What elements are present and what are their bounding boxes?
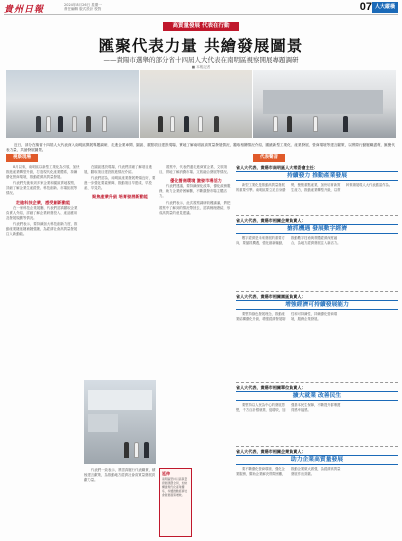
paragraph: 在園區建設現場，代表們詳細了解項目進展，聽取項目建設推進情況介紹。 [84,165,153,175]
section-subheading: 走進科技企業，感受創新動能 [15,199,71,205]
main-headline: 匯聚代表力量 共繪發展圖景 [98,36,304,55]
kicker-banner: 高質量發展 代表在行動 [163,22,239,31]
section-label-scene: 視察現場 [6,154,38,162]
interview-body: 數字經濟是未來發展的重要方向，要搶抓機遇，強化創新驅動，推動數字技術與實體經濟深度融合，為地方經濟發展注入新活力。 [236,236,341,245]
interview-headline: 搶抓機遇 發展數字經濟 [236,224,398,234]
paragraph: 視察中，代表們還走進商貿企業、文旅項目，實地了解消費市場、文旅融合發展等情況。 [159,165,231,175]
newspaper-logo: 貴州日報 [4,5,45,15]
interview-block-4 [236,385,398,447]
paragraph: 代表們建議，要持續深化改革，優化政務服務，助力企業紓困解難，不斷激發市場主體活力。 [159,184,231,199]
interview-body: 要堅持綠色發展理念，推動產業結構優化升級，增強經濟發展韌性和可持續性，持續優化營商環境，服務企業發展。 [236,312,338,321]
paragraph: 8月以來，南明區以新型工業化為引領，加快推進產業轉型升級，打造現代化產業體系，持續優化營商環境，推動經濟高質量發展。 [6,165,80,180]
photo-visit-1 [6,70,139,138]
interview-body: 新型工業化是推動高質量發展的重要引擎。南明區要立足自身優勢，聚焦重點產業，加快培育新質生產力，推動產業轉型升級，以實幹實績展現人大代表擔當作為。 [236,183,393,192]
byline: ■ 本報記者 [191,65,211,69]
inset-box [159,468,192,537]
masthead-info [64,3,124,11]
inset-body: 南明區堅持以高質量發展統攬全局，加快構建現代化產業體系，持續推動經濟社會發展提質增效。 [162,477,188,497]
interview-speaker: 省人大代表、貴陽市相關園區負責人： [236,294,306,299]
subheadline: ——貴陽市選舉的部分省十四屆人大代表在南明區視察開展專題調研 [103,56,299,64]
interview-headline: 擴大就業 改善民生 [236,391,398,401]
interview-body: 要不斷優化營商環境，強化企業服務，幫助企業解決實際困難，推動企業做大做強，為經濟高質量發展作出貢獻。 [236,467,341,476]
divider [236,215,398,216]
lede-paragraph: 近日，部分在築省十四屆人大代表深入南明區開展專題調研，走進企業車間、園區、重點項目建設現場，實地了解南明區高質量發展情況，聽取相關情況介紹，圍繞新型工業化、產業發展、營商環境等建言獻策，以實際行動履職盡責，匯聚代表力量，共繪發展圖景。 [6,143,395,153]
paragraph: 在一家科技企業展廳，代表們認真聽取企業負責人介紹，詳細了解企業研發投入、產品應用及發展規劃等情況。 [6,205,78,220]
section-subheading: 優化營商環境 激發市場活力 [170,178,222,184]
section-label-voices: 代表聲音 [253,154,285,162]
interview-headline: 助力企業高質量發展 [236,455,398,465]
interview-speaker: 省人大代表、貴陽市相關企業負責人： [236,218,306,223]
article-column-3 [159,165,233,465]
interview-speaker: 省人大代表、貴陽市南明區人大常委會主任： [236,165,318,170]
article-column-1 [6,165,80,537]
article-column-2 [84,165,156,377]
interview-headline: 增強經濟可持續發展能力 [236,300,398,310]
interview-block-1 [236,165,398,211]
divider [236,446,398,447]
page-number: 07 [359,1,372,13]
section-tag: 人大縱橫 [372,2,398,13]
production-line [263,90,383,114]
photo-visit-2 [140,70,252,138]
interview-speaker: 省人大代表、貴陽市相關企業負責人： [236,449,306,454]
interview-speaker: 省人大代表、貴陽市相關單位負責人： [236,385,306,390]
store-display [88,414,118,432]
masthead-editors: 責任編輯 版式設計 校對 [64,7,102,11]
interview-block-3 [236,294,398,382]
interview-headline: 持續發力 推動產業發展 [236,171,398,181]
photo-visit-3 [253,70,396,138]
masthead-date: 2024年8月26日 星期一 [64,3,102,7]
paragraph: 代表們認為，南明區產業發展勢頭良好，要進一步強化要素保障，推動項目早建成、早投產、早見效。 [84,176,156,191]
masthead [4,2,398,15]
store-shelf [88,390,152,410]
divider [236,291,398,292]
section-subheading: 聚焦產業升級 培育發展新動能 [92,194,148,200]
divider [236,382,398,383]
paragraph: 代表們一致表示，將認真履行代表職責，積極建言獻策，為推動地方經濟社會高質量發展貢獻力量。 [84,468,156,483]
paragraph: 代表們先後來到多家企業和園區實地視察，詳細了解企業生產經營、科技創新、市場拓展等情況。 [6,181,78,196]
inset-title: 延伸 [162,471,170,476]
interview-body: 要堅持以人民為中心的發展思想，千方百計穩就業、促增收，加強基本民生保障，不斷提升群眾獲得感幸福感。 [236,403,341,412]
paragraph: 代表們表示，要持續加大科技創新力度，推動產業鏈延鏈補鏈強鏈，為經濟社會高質量發展注入新動能。 [6,221,78,237]
article-column-2-continued [84,468,156,537]
photo-store-visit [84,380,156,464]
interview-block-2 [236,218,398,290]
paragraph: 代表們表示，此次視察調研收穫滿滿，將把視察中了解到的情況帶回去，認真梳理總結，形成高質量的意見建議。 [159,200,231,215]
interview-block-5 [236,449,398,537]
